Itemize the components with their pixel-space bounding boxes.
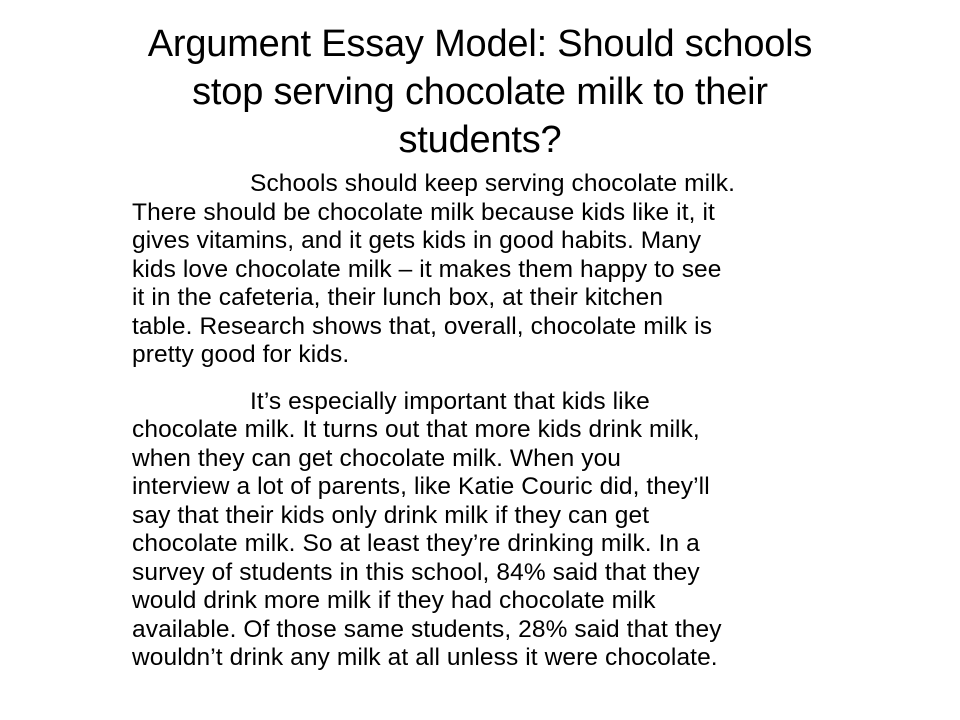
essay-paragraph-2 bbox=[132, 388, 922, 673]
essay-line: wouldn’t drink any milk at all unless it were chocolate. bbox=[132, 644, 718, 671]
essay-line: when they can get chocolate milk. When you bbox=[132, 444, 622, 472]
essay-line: It’s especially important that kids like bbox=[250, 387, 650, 415]
essay-line: say that their kids only drink milk if they can get bbox=[132, 501, 650, 529]
slide-title-line: stop serving chocolate milk to their bbox=[192, 71, 768, 113]
essay-line: it in the cafeteria, their lunch box, at their kitchen bbox=[132, 284, 664, 311]
slide-title-line: students? bbox=[398, 119, 562, 161]
essay-line: gives vitamins, and it gets kids in good habits. Many bbox=[132, 227, 702, 254]
slide-title-line: Argument Essay Model: Should schools bbox=[147, 23, 813, 65]
essay-line: chocolate milk. It turns out that more kids drink milk, bbox=[132, 416, 700, 443]
slide-title bbox=[40, 20, 920, 164]
essay-line: survey of students in this school, 84% said that they bbox=[132, 558, 700, 586]
essay-body bbox=[132, 170, 922, 673]
essay-line: There should be chocolate milk because kids like it, it bbox=[132, 198, 715, 226]
essay-line: would drink more milk if they had chocolate milk bbox=[132, 587, 656, 614]
essay-line: chocolate milk. So at least they’re drinking milk. In a bbox=[132, 530, 700, 557]
essay-line: kids love chocolate milk – it makes them happy to see bbox=[132, 255, 722, 283]
essay-line: table. Research shows that, overall, chocolate milk is bbox=[132, 312, 713, 340]
essay-line: Schools should keep serving chocolate milk. bbox=[250, 170, 736, 197]
essay-line: interview a lot of parents, like Katie Couric did, they’ll bbox=[132, 473, 710, 500]
essay-line: pretty good for kids. bbox=[132, 341, 350, 368]
essay-paragraph-1 bbox=[132, 170, 922, 370]
essay-line: available. Of those same students, 28% said that they bbox=[132, 615, 722, 643]
